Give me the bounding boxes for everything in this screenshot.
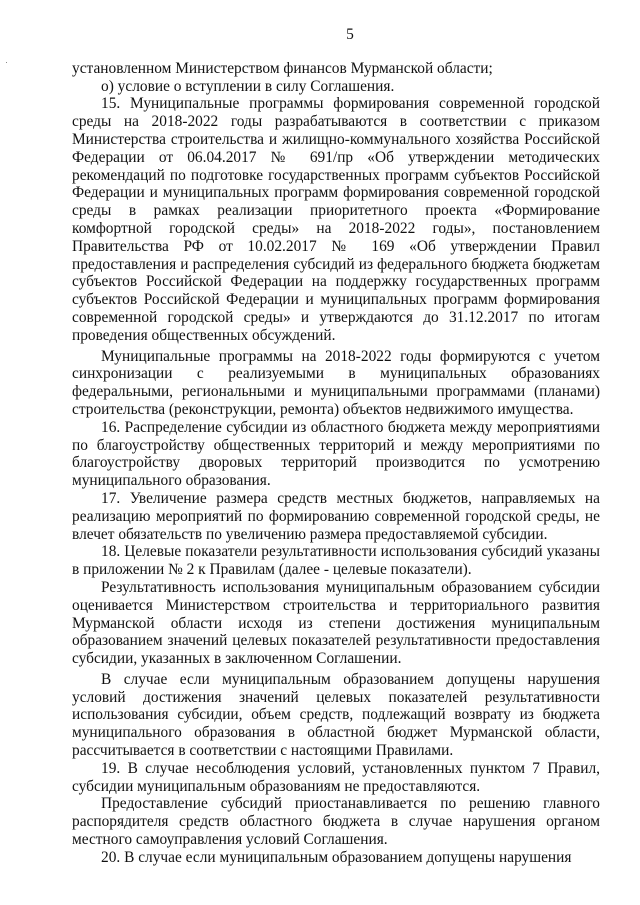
margin-mark	[6, 62, 7, 63]
page-number: 5	[346, 26, 354, 43]
paragraph: 16. Распределение субсидии из областного бюджета между мероприятиями по благоустройству общественных территорий и между мероприятиями по благоустройству дворовых территорий производится по усмотрению муниципального образования.	[72, 418, 600, 490]
paragraph: 19. В случае несоблюдения условий, установленных пунктом 7 Правил, субсидии муниципальным образованиям не предоставляются.	[72, 759, 600, 795]
paragraph: 20. В случае если муниципальным образованием допущены нарушения	[101, 848, 572, 866]
paragraph: Предоставление субсидий приостанавливается по решению главного распорядителя средств областного бюджета в случае нарушения органом местного самоуправления условий Соглашения.	[72, 795, 600, 849]
paragraph: 15. Муниципальные программы формирования современной городской среды на 2018-2022 годы разрабатываются в соответствии с приказом Министерства строительства и жилищно-коммунального хозяйства Российской Федерации от 06.04.2017 № 691/пр «Об утверждении методических рекомендаций по подготовке государственных программ субъектов Российской Федерации и муниципальных программ формирования современной городской среды в рамках реализации приоритетного проекта «Формирование комфортной городской среды» на 2018-2022 годы», постановлением Правительства РФ от 10.02.2017 № 169 «Об утверждении Правил предоставления и распределения субсидий из федерального бюджета бюджетам субъектов Российской Федерации на поддержку государственных программ субъектов Российской Федерации и муниципальных программ формирования современной городской среды» и утверждаются до 31.12.2017 по итогам проведения общественных обсуждений.	[72, 95, 600, 344]
paragraph: установленном Министерством финансов Мурманской области;	[72, 59, 493, 77]
paragraph: Результативность использования муниципальным образованием субсидии оценивается Министерством строительства и территориального развития Мурманской области исходя из степени достижения муниципальным образованием значений целевых показателей результативности предоставления субсидии, указанных в заключенном Соглашении.	[72, 578, 600, 668]
paragraph: В случае если муниципальным образованием допущены нарушения условий достижения значений целевых показателей результативности использования субсидии, объем средств, подлежащий возврату из бюджета муниципального образования в областной бюджет Мурманской области, рассчитывается в соответствии с настоящими Правилами.	[72, 670, 600, 760]
paragraph: 17. Увеличение размера средств местных бюджетов, направляемых на реализацию мероприятий по формированию современной городской среды, не влечет обязательств по увеличению размера предоставляемой субсидии.	[72, 489, 600, 543]
paragraph: о) условие о вступлении в силу Соглашения.	[101, 77, 395, 95]
paragraph: 18. Целевые показатели результативности использования субсидий указаны в приложении № 2 к Правилам (далее - целевые показатели).	[72, 543, 600, 579]
paragraph: Муниципальные программы на 2018-2022 годы формируются с учетом синхронизации с реализуемыми в муниципальных образованиях федеральными, региональными и муниципальными программами (планами) строительства (реконструкции, ремонта) объектов недвижимого имущества.	[72, 347, 600, 418]
document-body	[72, 60, 600, 867]
